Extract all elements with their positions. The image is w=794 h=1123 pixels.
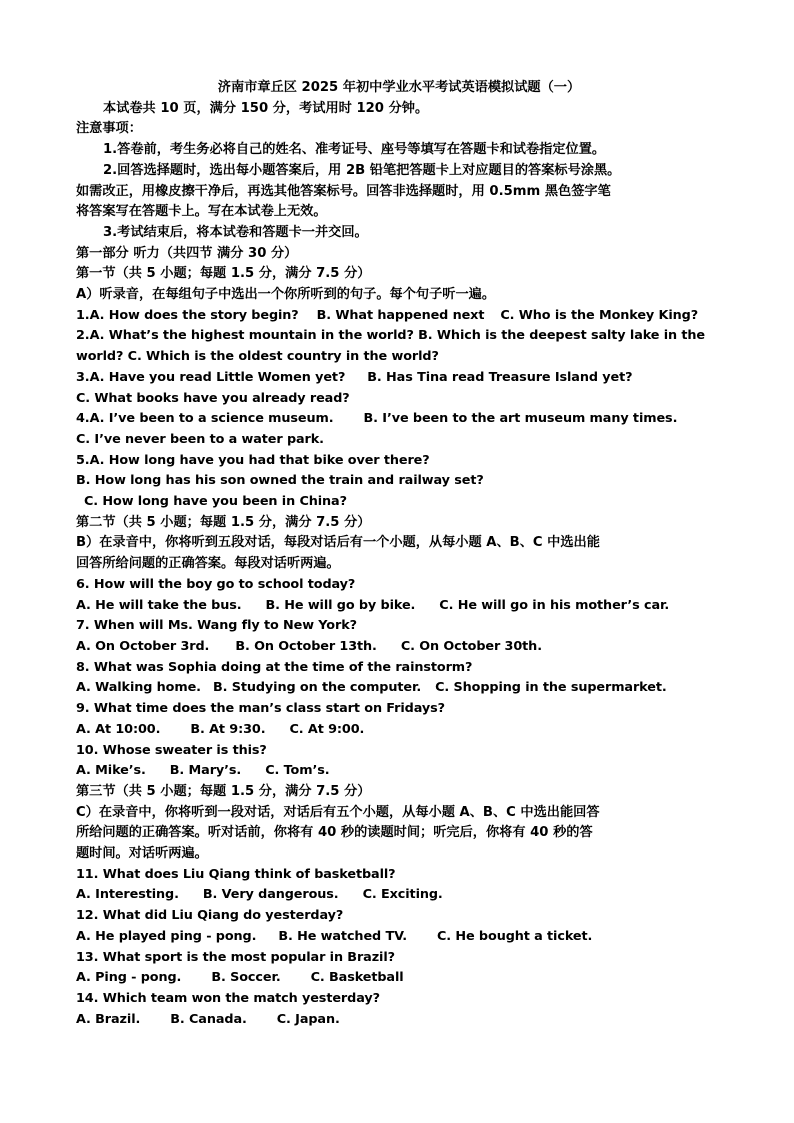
q9-option-c: C. At 9:00. <box>289 721 365 737</box>
q5-option-b: B. How long has his son owned the train and railway set? <box>76 473 484 489</box>
exam-page <box>76 78 722 1030</box>
q11-stem: 11. What does Liu Qiang think of basketball? <box>76 866 396 882</box>
q12-stem: 12. What did Liu Qiang do yesterday? <box>76 908 344 924</box>
question-2-line-1: 2.A. What’s the highest mountain in the world? B. Which is the deepest salty lake in the <box>76 328 705 344</box>
q8-option-a: A. Walking home. <box>76 680 201 696</box>
q9-option-b: B. At 9:30. <box>190 721 266 737</box>
notice-item-3: 3.考试结束后，将本试卷和答题卡一并交回。 <box>103 224 368 240</box>
q7-option-c: C. On October 30th. <box>400 638 542 654</box>
q8-option-b: B. Studying on the computer. <box>212 680 422 696</box>
q13-options <box>76 968 722 989</box>
q10-stem: 10. Whose sweater is this? <box>76 742 267 758</box>
q13-option-c: C. Basketball <box>310 970 404 986</box>
q14-option-c: C. Japan. <box>276 1011 340 1027</box>
q11-option-a: A. Interesting. <box>76 887 179 903</box>
section3-instructions-line-2: 所给问题的正确答案。听对话前，你将有 40 秒的读题时间；听完后，你将有 40 秒的答 <box>76 825 593 841</box>
section3-instructions-line-1: C）在录音中，你将听到一段对话，对话后有五个小题，从每小题 A、B、C 中选出能回答 <box>76 804 600 820</box>
q8-stem: 8. What was Sophia doing at the time of the rainstorm? <box>76 659 473 675</box>
q12-option-c: C. He bought a ticket. <box>436 928 593 944</box>
q12-option-a: A. He played ping - pong. <box>76 928 257 944</box>
q6-option-a: A. He will take the bus. <box>76 597 242 613</box>
q4-option-c: C. I’ve never been to a water park. <box>76 431 324 447</box>
question-4 <box>76 409 722 430</box>
q14-stem: 14. Which team won the match yesterday? <box>76 990 380 1006</box>
q11-option-b: B. Very dangerous. <box>202 887 339 903</box>
q5-option-a: 5.A. How long have you had that bike over there? <box>76 452 430 468</box>
notice-item-2-line-3: 将答案写在答题卡上。写在本试卷上无效。 <box>76 204 327 220</box>
q1-option-a: 1.A. How does the story begin? <box>76 307 299 323</box>
q6-stem: 6. How will the boy go to school today? <box>76 576 356 592</box>
q9-stem: 9. What time does the man’s class start on Fridays? <box>76 701 445 717</box>
q7-options <box>76 637 722 658</box>
notice-item-1: 1.答卷前，考生务必将自己的姓名、准考证号、座号等填写在答题卡和试卷指定位置。 <box>103 142 606 158</box>
q9-options <box>76 720 722 741</box>
q5-option-c: C. How long have you been in China? <box>84 494 347 510</box>
q13-stem: 13. What sport is the most popular in Brazil? <box>76 949 395 965</box>
notice-item-2-line-1: 2.回答选择题时，选出每小题答案后，用 2B 铅笔把答题卡上对应题目的答案标号涂黑。 <box>103 162 621 178</box>
q6-options <box>76 596 722 617</box>
question-1 <box>76 306 722 327</box>
q7-option-a: A. On October 3rd. <box>76 638 210 654</box>
q7-stem: 7. When will Ms. Wang fly to New York? <box>76 618 357 634</box>
section2-instructions-line-2: 回答所给问题的正确答案。每段对话听两遍。 <box>76 556 340 572</box>
q13-option-a: A. Ping - pong. <box>76 970 182 986</box>
part1-heading: 第一部分 听力（共四节 满分 30 分） <box>76 245 298 261</box>
q10-options <box>76 761 722 782</box>
q1-option-b: B. What happened next <box>316 307 485 323</box>
notice-heading: 注意事项： <box>76 121 142 137</box>
q14-option-b: B. Canada. <box>170 1011 247 1027</box>
q10-option-c: C. Tom’s. <box>265 763 330 779</box>
section1-heading: 第一节（共 5 小题；每题 1.5 分，满分 7.5 分） <box>76 266 371 282</box>
q11-options <box>76 885 722 906</box>
q12-options <box>76 927 722 948</box>
q4-option-a: 4.A. I’ve been to a science museum. <box>76 411 334 427</box>
section3-heading: 第三节（共 5 小题；每题 1.5 分，满分 7.5 分） <box>76 783 371 799</box>
section2-instructions-line-1: B）在录音中，你将听到五段对话，每段对话后有一个小题，从每小题 A、B、C 中选出能 <box>76 535 600 551</box>
section3-instructions-line-3: 题时间。对话听两遍。 <box>76 846 208 862</box>
q3-option-b: B. Has Tina read Treasure Island yet? <box>367 369 633 385</box>
q13-option-b: B. Soccer. <box>211 970 281 986</box>
q10-option-a: A. Mike’s. <box>76 763 146 779</box>
exam-title: 济南市章丘区 2025 年初中学业水平考试英语模拟试题（一） <box>217 80 581 95</box>
q6-option-b: B. He will go by bike. <box>265 597 416 613</box>
q8-option-c: C. Shopping in the supermarket. <box>435 680 667 696</box>
section2-heading: 第二节（共 5 小题；每题 1.5 分，满分 7.5 分） <box>76 514 371 530</box>
q8-options <box>76 678 722 699</box>
notice-item-2-line-2: 如需改正，用橡皮擦干净后，再选其他答案标号。回答非选择题时，用 0.5mm 黑色签字笔 <box>76 183 611 199</box>
q1-option-c: C. Who is the Monkey King? <box>500 307 699 323</box>
q7-option-b: B. On October 13th. <box>235 638 377 654</box>
exam-intro: 本试卷共 10 页，满分 150 分，考试用时 120 分钟。 <box>103 100 429 116</box>
q3-option-a: 3.A. Have you read Little Women yet? <box>76 369 346 385</box>
q6-option-c: C. He will go in his mother’s car. <box>439 597 670 613</box>
q11-option-c: C. Exciting. <box>362 887 443 903</box>
question-3 <box>76 368 722 389</box>
question-2-line-2: world? C. Which is the oldest country in the world? <box>76 349 439 365</box>
q12-option-b: B. He watched TV. <box>278 928 407 944</box>
q3-option-c: C. What books have you already read? <box>76 390 350 406</box>
q9-option-a: A. At 10:00. <box>76 721 161 737</box>
q14-options <box>76 1010 722 1031</box>
section1-instructions: A）听录音，在每组句子中选出一个你所听到的句子。每个句子听一遍。 <box>76 287 496 303</box>
q4-option-b: B. I’ve been to the art museum many times. <box>363 411 678 427</box>
q10-option-b: B. Mary’s. <box>169 763 242 779</box>
q14-option-a: A. Brazil. <box>76 1011 141 1027</box>
